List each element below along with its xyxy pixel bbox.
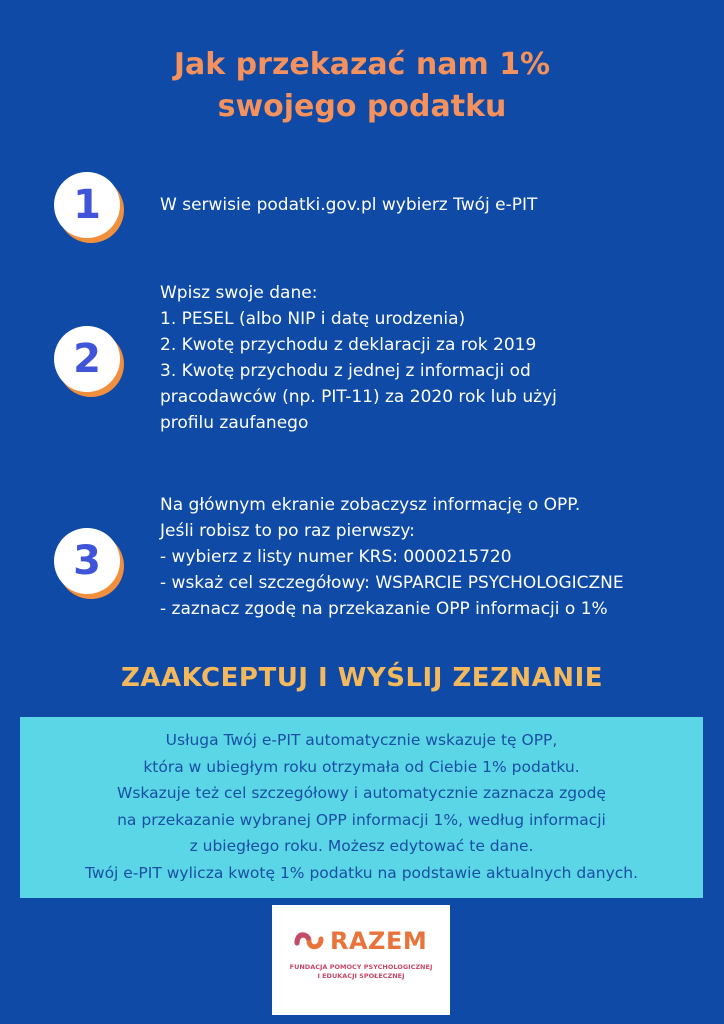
logo-row bbox=[294, 927, 427, 955]
step-2-line: pracodawców (np. PIT-11) za 2020 rok lub użyj bbox=[160, 387, 557, 407]
info-line: Twój e-PIT wylicza kwotę 1% podatku na podstawie aktualnych danych. bbox=[84, 863, 639, 882]
step-2-number-badge: 2 bbox=[54, 326, 120, 392]
info-line: z ubiegłego roku. Możesz edytować te dane. bbox=[189, 837, 534, 855]
accept-heading: ZAAKCEPTUJ I WYŚLIJ ZEZNANIE bbox=[120, 663, 603, 693]
title-line-2: swojego podatku bbox=[217, 89, 507, 124]
step-1-number-badge: 1 bbox=[54, 172, 120, 238]
razem-logo bbox=[272, 905, 450, 1015]
step-3-line: - zaznacz zgodę na przekazanie OPP informacji o 1% bbox=[160, 599, 608, 619]
info-line: Wskazuje też cel szczegółowy i automatycznie zaznacza zgodę bbox=[117, 784, 606, 802]
step-2-line: 2. Kwotę przychodu z deklaracji za rok 2019 bbox=[160, 335, 537, 355]
step-3-line: - wskaż cel szczegółowy: WSPARCIE PSYCHOLOGICZNE bbox=[160, 573, 624, 593]
logo-subtitle bbox=[272, 963, 450, 981]
title-line-1: Jak przekazać nam 1% bbox=[173, 47, 551, 82]
step-2-line: 3. Kwotę przychodu z jednej z informacji od bbox=[160, 361, 531, 381]
step-3-text bbox=[160, 492, 624, 622]
step-2-line: Wpisz swoje dane: bbox=[160, 283, 318, 303]
step-3-line: Na głównym ekranie zobaczysz informację o OPP. bbox=[160, 495, 581, 515]
logo-subtitle-line: FUNDACJA POMOCY PSYCHOLOGICZNEJ bbox=[289, 963, 433, 971]
info-box bbox=[20, 717, 703, 898]
step-3-line: Jeśli robisz to po raz pierwszy: bbox=[160, 521, 415, 541]
step-2-text bbox=[160, 280, 557, 436]
step-3-line: - wybierz z listy numer KRS: 0000215720 bbox=[160, 547, 512, 567]
info-line: na przekazanie wybranej OPP informacji 1%, według informacji bbox=[117, 810, 606, 829]
logo-mark-icon bbox=[294, 929, 324, 953]
info-line: która w ubiegłym roku otrzymała od Ciebie 1% podatku. bbox=[143, 757, 580, 776]
step-3-number-badge: 3 bbox=[54, 528, 120, 594]
step-2-line: profilu zaufanego bbox=[160, 413, 309, 433]
step-1-text bbox=[160, 192, 537, 218]
step-1-line: W serwisie podatki.gov.pl wybierz Twój e-PIT bbox=[160, 195, 538, 215]
logo-name: RAZEM bbox=[330, 927, 428, 955]
logo-subtitle-line: I EDUKACJI SPOŁECZNEJ bbox=[317, 972, 405, 980]
info-line: Usługa Twój e-PIT automatycznie wskazuje tę OPP, bbox=[165, 731, 558, 749]
step-2-line: 1. PESEL (albo NIP i datę urodzenia) bbox=[160, 309, 466, 329]
page-title bbox=[0, 44, 724, 128]
